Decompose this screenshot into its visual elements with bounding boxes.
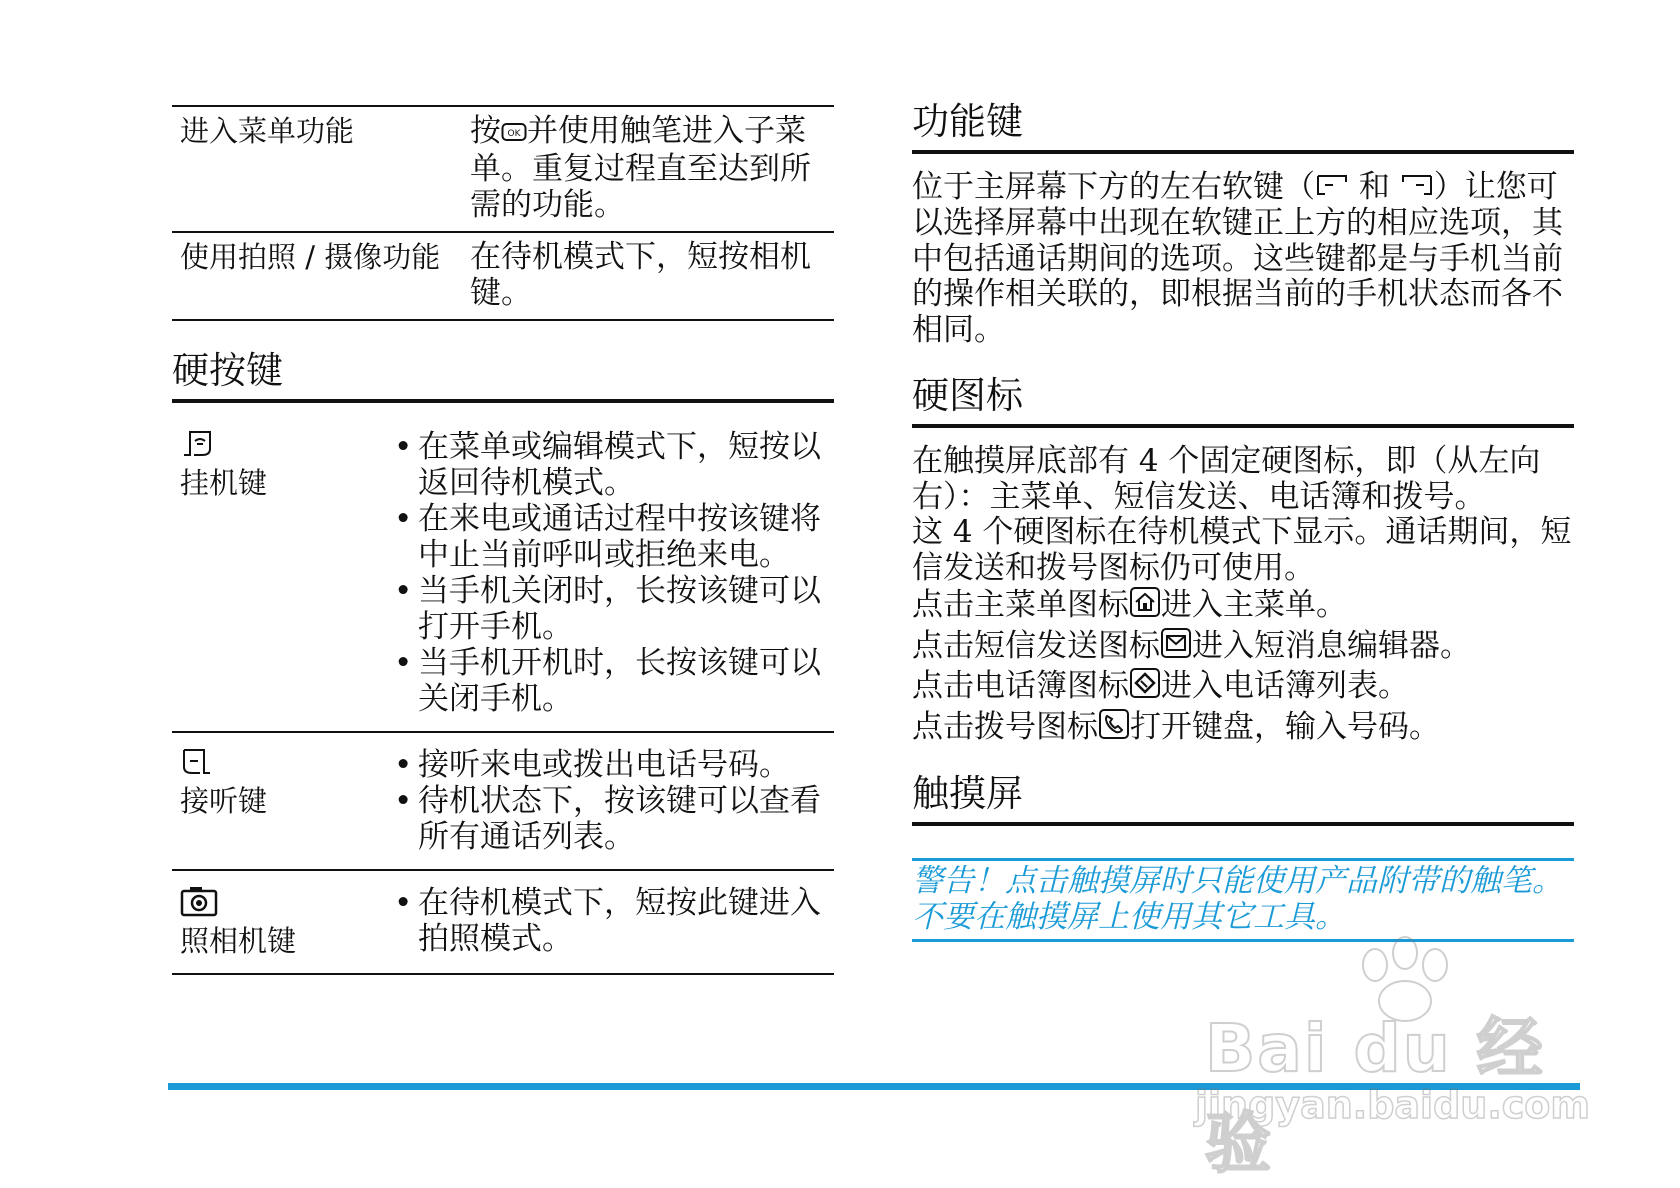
list-item: • 接听来电或拨出电话号码。	[392, 747, 834, 783]
hard-icon-line-phonebook	[912, 667, 1574, 708]
line-text: 进入电话簿列表。	[1161, 668, 1409, 704]
line-text: 进入短消息编辑器。	[1192, 627, 1471, 664]
key-name: 挂机键	[180, 465, 268, 500]
section-title-hard-keys: 硬按键	[172, 349, 834, 403]
warning-box: 警告！点击触摸屏时只能使用产品附带的触笔。不要在触摸屏上使用其它工具。	[912, 858, 1574, 942]
bullet-list	[392, 885, 834, 959]
home-icon	[1129, 586, 1161, 627]
line-text: 点击电话簿图标	[912, 668, 1129, 704]
hang-up-key-icon	[180, 429, 214, 463]
hard-icons-paragraph-1: 在触摸屏底部有 4 个固定硬图标，即（从左向右）：主菜单、短信发送、电话簿和拨号。	[912, 443, 1541, 515]
left-softkey-icon	[1315, 171, 1349, 207]
left-column	[172, 105, 834, 975]
table-key: 进入菜单功能	[180, 114, 355, 148]
table-value-text: 按	[470, 113, 501, 149]
ok-key-icon	[501, 115, 527, 151]
section-title-function-keys: 功能键	[912, 100, 1574, 154]
key-row-hang-up	[172, 403, 834, 733]
phone-dial-icon	[1098, 708, 1130, 749]
key-name: 照相机键	[180, 923, 297, 958]
line-text: 点击短信发送图标	[912, 627, 1160, 664]
table-value: 在待机模式下，短按相机键。	[470, 238, 811, 311]
para-text: 和	[1358, 169, 1390, 205]
section-title-hard-icons: 硬图标	[912, 374, 1574, 428]
right-column	[912, 100, 1574, 942]
key-row-camera	[172, 871, 834, 975]
key-label-cell	[172, 885, 392, 959]
section-title-touchscreen: 触摸屏	[912, 772, 1574, 826]
list-item: • 当手机关闭时，长按该键可以打开手机。	[392, 573, 834, 645]
phonebook-icon	[1129, 667, 1161, 708]
bullet-list	[392, 747, 834, 855]
camera-key-icon	[180, 885, 218, 921]
watermark	[1195, 935, 1595, 1182]
line-text: 点击主菜单图标	[912, 587, 1129, 623]
list-item: • 待机状态下，按该键可以查看所有通话列表。	[392, 783, 834, 855]
table-key: 使用拍照 / 摄像功能	[180, 239, 441, 274]
key-label-cell	[172, 747, 392, 855]
para-text: 位于主屏幕下方的左右软键（	[912, 169, 1315, 205]
hard-icons-paragraph-2: 这 4 个硬图标在待机模式下显示。通话期间，短信发送和拨号图标仍可使用。	[912, 514, 1572, 586]
hard-icon-line-sms	[912, 627, 1574, 668]
watermark-url: jingyan.baidu.com	[1195, 1083, 1590, 1127]
list-item: • 当手机开机时，长按该键可以关闭手机。	[392, 645, 834, 717]
hard-icon-line-home	[912, 586, 1574, 627]
envelope-icon	[1160, 627, 1192, 668]
table-row	[172, 105, 834, 231]
line-text: 打开键盘，输入号码。	[1130, 708, 1440, 745]
list-item: • 在来电或通话过程中按该键将中止当前呼叫或拒绝来电。	[392, 501, 834, 573]
table-row	[172, 231, 834, 321]
function-keys-paragraph	[912, 170, 1574, 348]
key-name: 接听键	[180, 783, 268, 818]
answer-key-icon	[180, 747, 214, 781]
line-text: 点击拨号图标	[912, 708, 1098, 745]
hard-icon-line-dial	[912, 708, 1574, 749]
watermark-logo: Bai du 经验	[1205, 1010, 1545, 1182]
list-item: • 在待机模式下，短按此键进入拍照模式。	[392, 885, 834, 957]
right-softkey-icon	[1400, 171, 1434, 207]
key-label-cell	[172, 429, 392, 717]
para-text: ）让您可以选择屏幕中出现在软键正上方的相应选项，其中包括通话期间的选项。这些键都是与手机当前的操作相关联的，即根据当前的手机状态而各不相同。	[912, 169, 1563, 348]
list-item: • 在菜单或编辑模式下，短按以返回待机模式。	[392, 429, 834, 501]
key-row-answer	[172, 733, 834, 871]
table-value-text: 并使用触笔进入子菜单。重复过程直至达到所需的功能。	[470, 113, 811, 223]
table-value	[470, 113, 834, 223]
line-text: 进入主菜单。	[1161, 587, 1347, 623]
svg-text:OK: OK	[507, 128, 521, 139]
bullet-list	[392, 429, 834, 717]
